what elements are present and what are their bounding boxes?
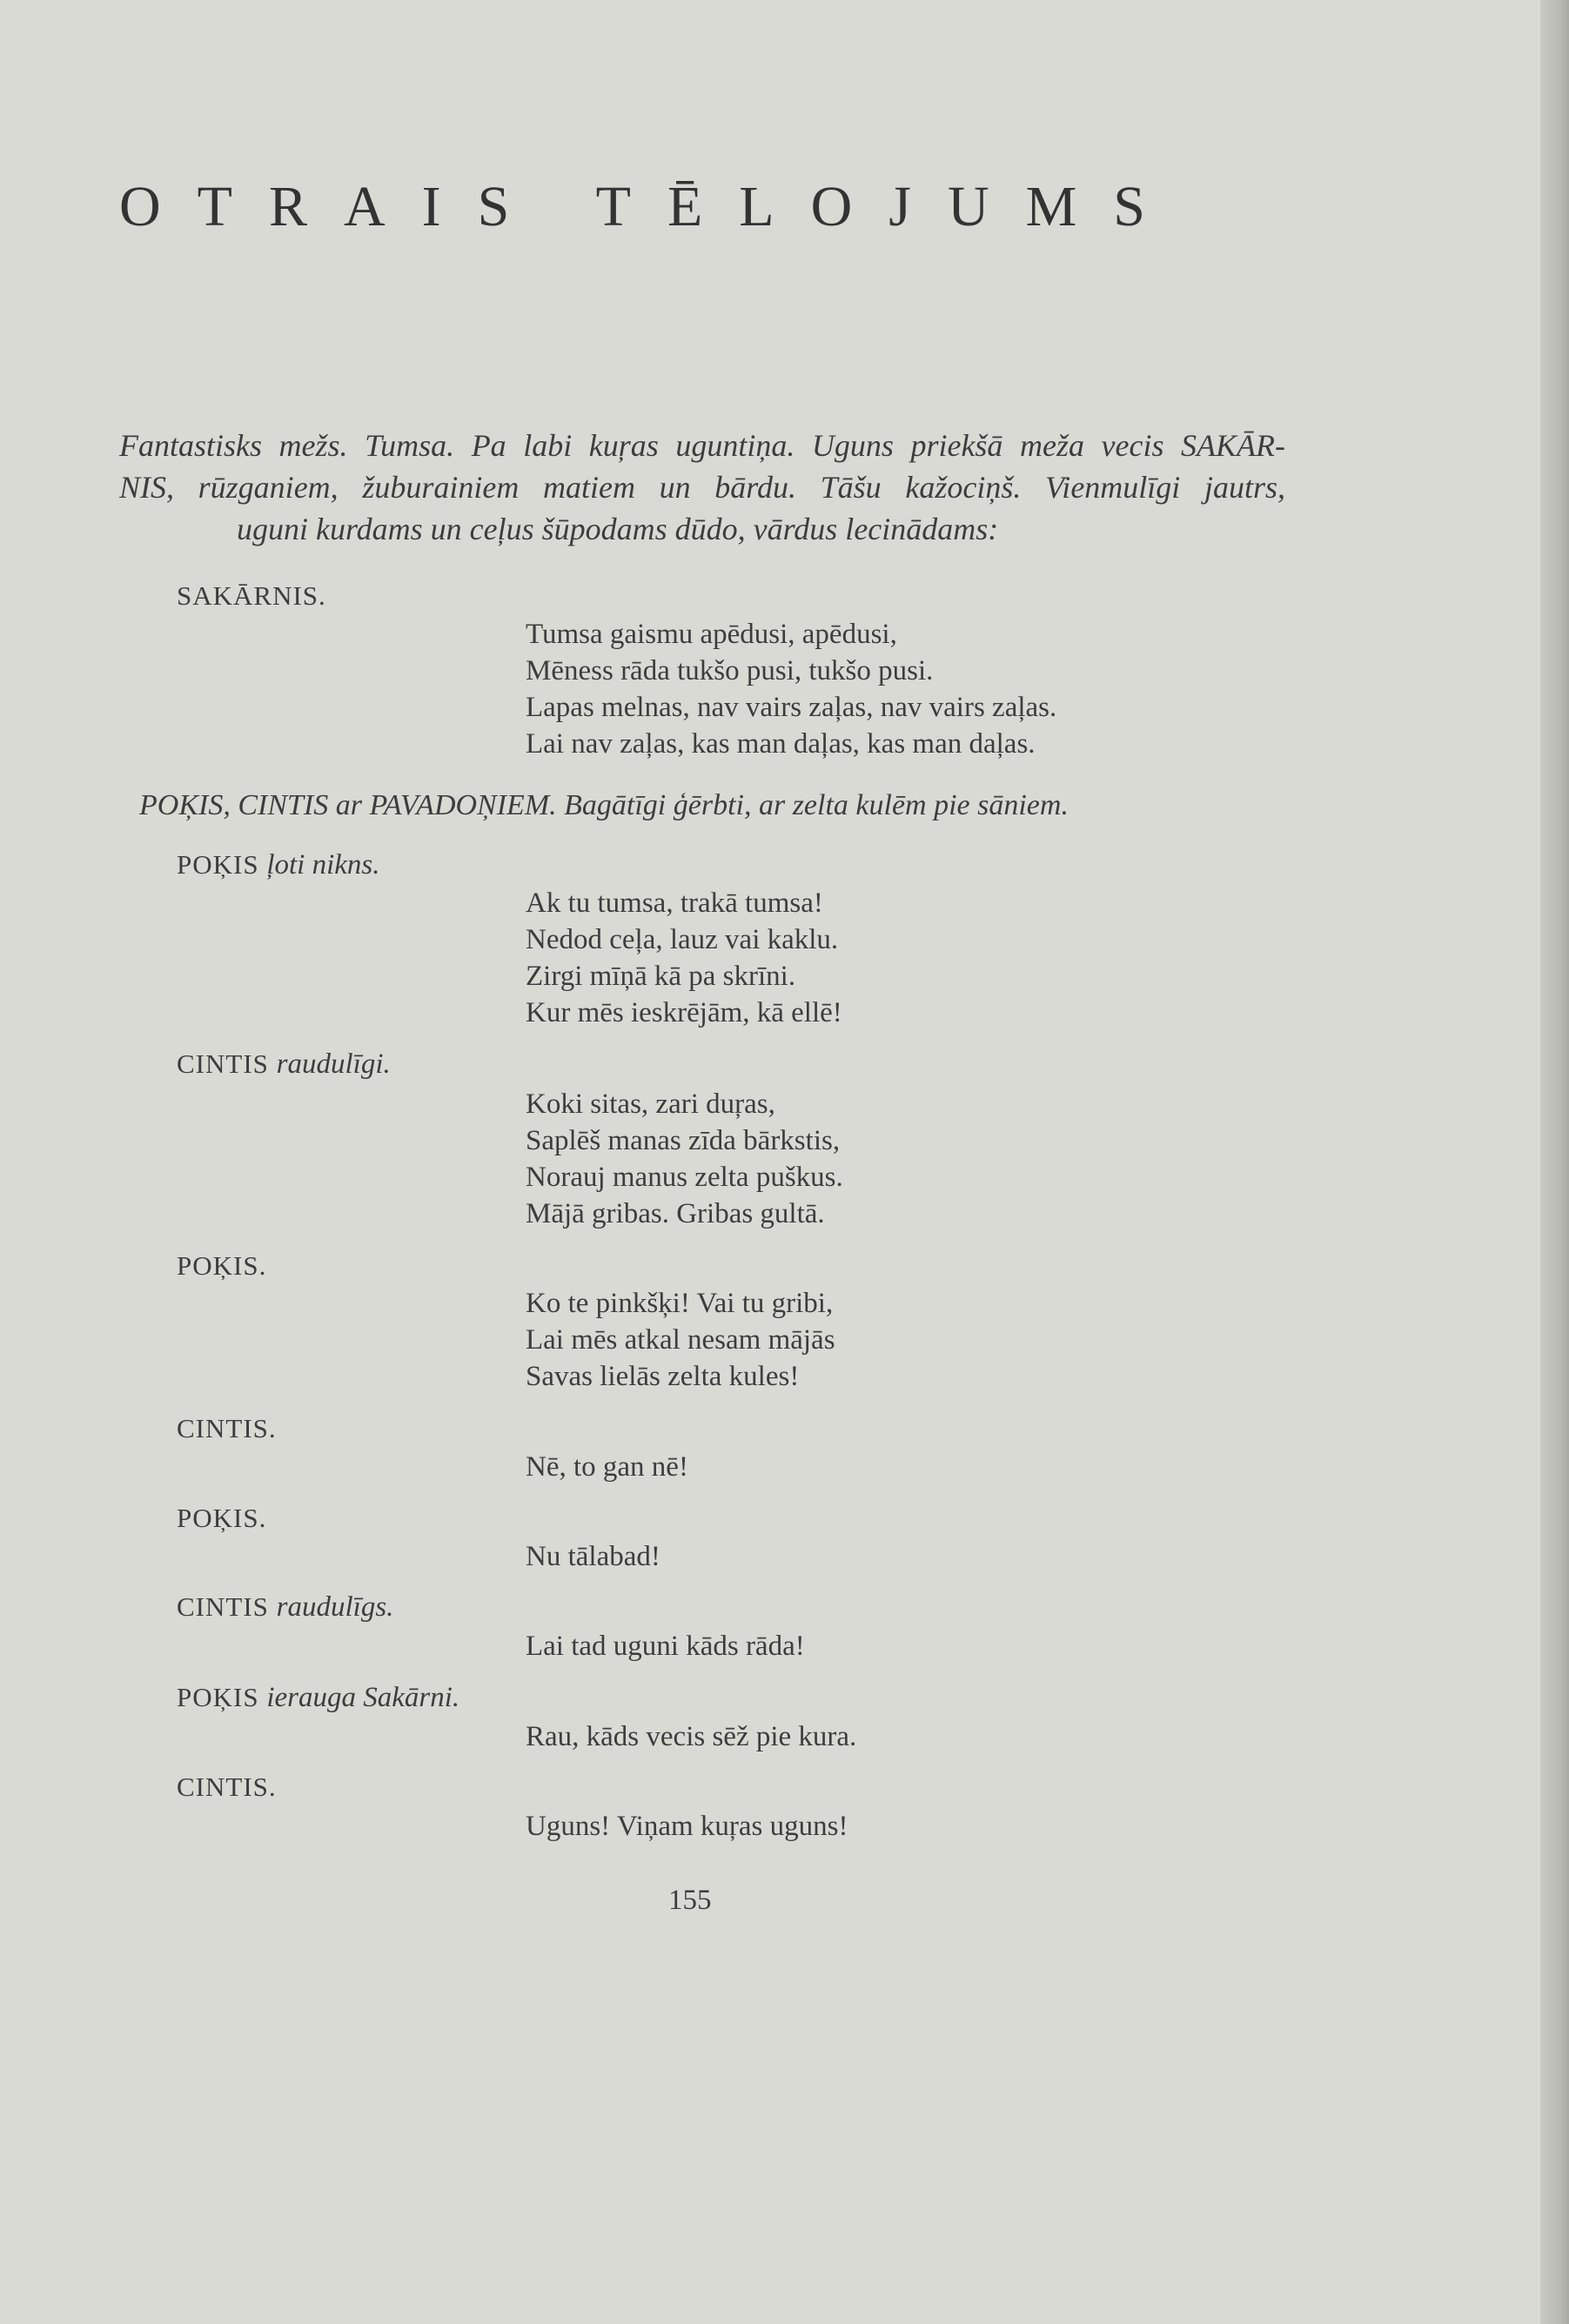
verse-line: Kur mēs ieskrējām, kā ellē!	[526, 997, 842, 1028]
verse-line: Lai mēs atkal nesam mājās	[526, 1324, 835, 1356]
verse-line: Lai nav zaļas, kas man daļas, kas man daļas.	[526, 728, 1036, 760]
speaker-name: POĶIS.	[177, 1503, 267, 1533]
page-number: 155	[668, 1885, 712, 1916]
speaker-label	[177, 1503, 266, 1534]
verse-line: Nu tālabad!	[526, 1541, 660, 1572]
speaker-name: CINTIS.	[177, 1771, 277, 1802]
verse-line: Uguns! Viņam kuŗas uguns!	[526, 1811, 848, 1842]
verse-block	[526, 1086, 843, 1232]
verse-line: Nedod ceļa, lauz vai kaklu.	[526, 924, 839, 955]
speaker-label	[177, 1413, 277, 1444]
speaker-name: SAKĀRNIS.	[177, 580, 326, 611]
verse-block	[526, 1538, 660, 1575]
verse-block	[526, 1808, 848, 1845]
stage-direction-line: Fantastisks mežs. Tumsa. Pa labi kuŗas uguntiņa. Uguns priekšā meža vecis SAKĀR-	[119, 428, 1285, 463]
verse-line: Rau, kāds vecis sēž pie kura.	[526, 1721, 857, 1752]
speaker-direction: ļoti nikns.	[266, 849, 380, 881]
speaker-label	[177, 1048, 391, 1081]
verse-block	[526, 1718, 856, 1755]
speaker-name: CINTIS	[177, 1591, 269, 1622]
verse-line: Mājā gribas. Gribas gultā.	[526, 1198, 825, 1229]
verse-line: Lapas melnas, nav vairs zaļas, nav vairs zaļas.	[526, 692, 1057, 723]
verse-block	[526, 616, 1056, 762]
speaker-label	[177, 1771, 277, 1803]
verse-line: Zirgi mīņā kā pa skrīni.	[526, 961, 796, 992]
verse-block	[526, 885, 842, 1031]
speaker-name: CINTIS.	[177, 1413, 277, 1443]
speaker-label	[177, 1250, 266, 1282]
speaker-name: POĶIS	[177, 849, 259, 880]
stage-direction-line: NIS, rūzganiem, žuburainiem matiem un bārdu. Tāšu kažociņš. Vienmulīgi jautrs,	[119, 470, 1285, 505]
verse-block	[526, 1285, 835, 1395]
page-title: OTRAIS TĒLOJUMS	[119, 175, 1183, 238]
verse-line: Mēness rāda tukšo pusi, tukšo pusi.	[526, 655, 934, 686]
speaker-direction: raudulīgi.	[276, 1048, 391, 1080]
stage-direction-line: uguni kurdams un ceļus šūpodams dūdo, vārdus lecinādams:	[237, 512, 999, 546]
verse-line: Lai tad uguni kāds rāda!	[526, 1631, 805, 1662]
verse-line: Norauj manus zelta puškus.	[526, 1162, 843, 1193]
speaker-name: CINTIS	[177, 1048, 269, 1079]
speaker-label	[177, 1591, 393, 1624]
verse-line: Savas lielās zelta kules!	[526, 1361, 800, 1392]
opening-stage-direction	[119, 425, 1285, 550]
speaker-label	[177, 1682, 459, 1714]
verse-block	[526, 1628, 805, 1664]
speaker-label	[177, 580, 326, 612]
speaker-name: POĶIS	[177, 1682, 259, 1712]
verse-block	[526, 1449, 688, 1485]
verse-line: Ak tu tumsa, trakā tumsa!	[526, 887, 823, 919]
speaker-label	[177, 849, 380, 881]
speaker-direction: ierauga Sakārni.	[266, 1682, 460, 1713]
speaker-name: POĶIS.	[177, 1250, 267, 1281]
entrance-stage-direction: POĶIS, CINTIS ar PAVADOŅIEM. Bagātīgi ģērbti, ar zelta kulēm pie sāniem.	[139, 789, 1069, 821]
speaker-direction: raudulīgs.	[276, 1591, 394, 1623]
verse-line: Koki sitas, zari duŗas,	[526, 1088, 775, 1120]
verse-line: Saplēš manas zīda bārkstis,	[526, 1125, 841, 1156]
verse-line: Tumsa gaismu apēdusi, apēdusi,	[526, 619, 897, 650]
verse-line: Nē, to gan nē!	[526, 1451, 688, 1483]
verse-line: Ko te pinkšķi! Vai tu gribi,	[526, 1288, 834, 1319]
page-edge-shadow	[1540, 0, 1569, 2324]
